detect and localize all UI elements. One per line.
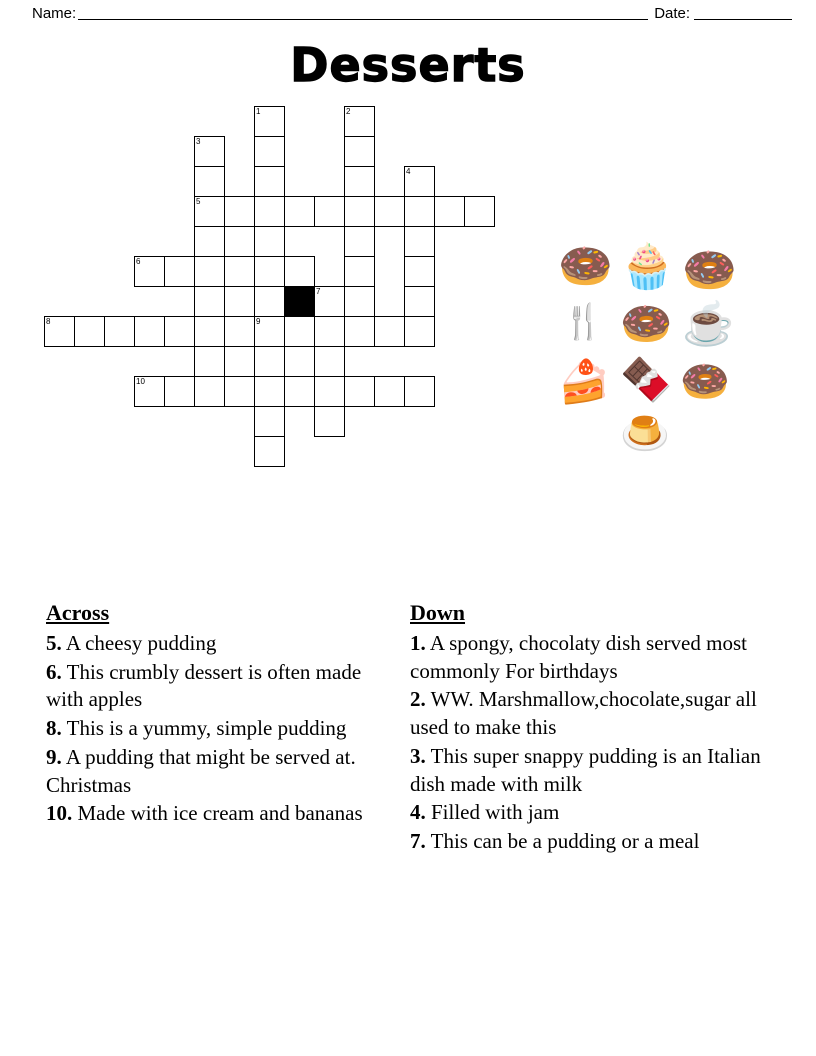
date-write-line[interactable] [694, 6, 792, 20]
grid-cell[interactable] [254, 376, 285, 407]
grid-cell[interactable] [134, 376, 165, 407]
grid-cell[interactable] [194, 316, 225, 347]
down-heading: Down [410, 600, 466, 625]
grid-cell[interactable] [194, 196, 225, 227]
cutlery-icon: 🍴 [562, 304, 605, 341]
clue-text: This crumbly dessert is often made with apples [46, 659, 362, 712]
grid-cell-number: 6 [136, 257, 141, 266]
grid-cell[interactable] [344, 376, 375, 407]
clue-item [410, 743, 780, 798]
grid-cell[interactable] [344, 226, 375, 257]
clue-number: 7. [410, 829, 426, 854]
grid-cell[interactable] [284, 316, 315, 347]
clue-text: Made with ice cream and bananas [77, 801, 363, 826]
grid-cell[interactable] [254, 316, 285, 347]
grid-cell[interactable] [404, 256, 435, 287]
grid-cell[interactable] [284, 376, 315, 407]
clue-item [46, 659, 386, 714]
grid-cell[interactable] [404, 286, 435, 317]
grid-cell[interactable] [344, 256, 375, 287]
grid-cell-number: 3 [196, 137, 201, 146]
grid-cell[interactable] [344, 106, 375, 137]
clue-text: Filled with jam [431, 800, 560, 825]
clue-number: 1. [410, 631, 426, 656]
grid-cell[interactable] [74, 316, 105, 347]
grid-cell[interactable] [254, 286, 285, 317]
grid-cell[interactable] [314, 406, 345, 437]
grid-cell[interactable] [44, 316, 75, 347]
grid-cell[interactable] [404, 316, 435, 347]
grid-cell[interactable] [254, 436, 285, 467]
grid-cell[interactable] [464, 196, 495, 227]
grid-cell[interactable] [254, 106, 285, 137]
grid-cell[interactable] [254, 346, 285, 377]
grid-cell-number: 7 [316, 287, 321, 296]
across-heading: Across [46, 600, 110, 625]
chocolate-layer-cake-slice-icon: 🍰 [558, 360, 611, 406]
grid-cell[interactable] [254, 196, 285, 227]
clue-text: A spongy, chocolaty dish served most commonly For birthdays [410, 631, 747, 683]
grid-cell[interactable] [104, 316, 135, 347]
across-clue-column [46, 598, 386, 829]
clue-number: 10. [46, 801, 73, 826]
grid-cell[interactable] [164, 256, 195, 287]
chocolate-donut-icon: 🍩 [680, 359, 730, 404]
clue-number: 4. [410, 800, 426, 825]
grid-cell[interactable] [284, 196, 315, 227]
clue-text: A pudding that might be served at. Christmas [46, 744, 356, 797]
grid-cell-number: 1 [256, 107, 261, 116]
grid-cell[interactable] [344, 196, 375, 227]
clue-number: 3. [410, 743, 426, 768]
clue-item [410, 828, 780, 856]
worksheet-header [32, 0, 784, 26]
grid-cell[interactable] [194, 256, 225, 287]
grid-cell-number: 10 [136, 377, 145, 386]
hot-chocolate-mug-icon: ☕ [682, 302, 735, 348]
grid-cell[interactable] [344, 136, 375, 167]
grid-cell[interactable] [194, 286, 225, 317]
chocolate-heart-cake-icon: 🍫 [620, 358, 673, 404]
clue-text: This super snappy pudding is an Italian dish made with milk [410, 743, 761, 796]
clue-text: WW. Marshmallow,chocolate,sugar all used to make this [410, 687, 757, 740]
grid-cell[interactable] [404, 166, 435, 197]
clue-text: A cheesy pudding [65, 631, 217, 656]
clue-item [410, 799, 780, 827]
clue-item [410, 630, 780, 685]
grid-cell-number: 8 [46, 317, 51, 326]
grid-cell[interactable] [314, 196, 345, 227]
clue-text: This can be a pudding or a meal [430, 829, 700, 854]
grid-cell[interactable] [254, 136, 285, 167]
grid-cell[interactable] [224, 376, 255, 407]
grid-cell[interactable] [254, 256, 285, 287]
grid-cell[interactable] [194, 136, 225, 167]
grid-cell[interactable] [374, 376, 405, 407]
clue-number: 8. [46, 716, 62, 741]
grid-cell[interactable] [314, 286, 345, 317]
clue-item [46, 800, 386, 828]
grid-cell[interactable] [194, 346, 225, 377]
grid-cell[interactable] [284, 256, 315, 287]
clue-number: 5. [46, 631, 62, 656]
grid-cell-number: 5 [196, 197, 201, 206]
name-write-line[interactable] [78, 6, 648, 20]
grid-cell[interactable] [314, 346, 345, 377]
grid-cell[interactable] [374, 316, 405, 347]
grid-cell[interactable] [194, 166, 225, 197]
date-label: Date: [654, 4, 691, 22]
grid-cell[interactable] [404, 226, 435, 257]
grid-cell[interactable] [374, 196, 405, 227]
grid-cell[interactable] [344, 166, 375, 197]
grid-cell[interactable] [224, 196, 255, 227]
grid-cell[interactable] [344, 316, 375, 347]
clue-item [46, 744, 386, 799]
clue-item [46, 715, 386, 743]
page-title: Desserts [290, 38, 526, 92]
grid-cell[interactable] [224, 316, 255, 347]
grid-cell-number: 2 [346, 107, 351, 116]
grid-cell[interactable] [344, 286, 375, 317]
grid-cell[interactable] [164, 376, 195, 407]
clue-item [46, 630, 386, 658]
grid-cell[interactable] [164, 316, 195, 347]
clue-number: 6. [46, 659, 62, 684]
grid-cell[interactable] [194, 226, 225, 257]
grid-cell[interactable] [134, 316, 165, 347]
name-label: Name: [32, 4, 77, 22]
dessert-clipart-cluster [548, 240, 748, 456]
chocolate-pudding-icon: 🍮 [620, 411, 670, 456]
clue-item [410, 686, 780, 741]
down-clue-column [410, 598, 780, 857]
grid-cell[interactable] [404, 376, 435, 407]
crossword-grid[interactable] [44, 106, 514, 426]
pink-frosted-cupcake-icon: 🍩 [558, 242, 613, 291]
grid-cell[interactable] [254, 406, 285, 437]
clue-number: 9. [46, 744, 62, 769]
chocolate-bundt-cake-icon: 🍩 [620, 302, 673, 348]
grid-cell[interactable] [254, 166, 285, 197]
grid-cell-number: 4 [406, 167, 411, 176]
vanilla-cupcake-icon: 🧁 [620, 242, 675, 291]
grid-cell[interactable] [254, 226, 285, 257]
grid-cell-number: 9 [256, 317, 261, 326]
grid-cell[interactable] [314, 316, 345, 347]
clue-number: 2. [410, 687, 426, 712]
grid-cell[interactable] [314, 376, 345, 407]
grid-cell[interactable] [404, 196, 435, 227]
grid-cell[interactable] [434, 196, 465, 227]
strawberry-cupcake-icon: 🍩 [682, 246, 737, 295]
grid-cell[interactable] [224, 256, 255, 287]
grid-block [284, 286, 315, 317]
grid-cell[interactable] [134, 256, 165, 287]
grid-cell[interactable] [194, 376, 225, 407]
clue-text: This is a yummy, simple pudding [66, 716, 347, 741]
